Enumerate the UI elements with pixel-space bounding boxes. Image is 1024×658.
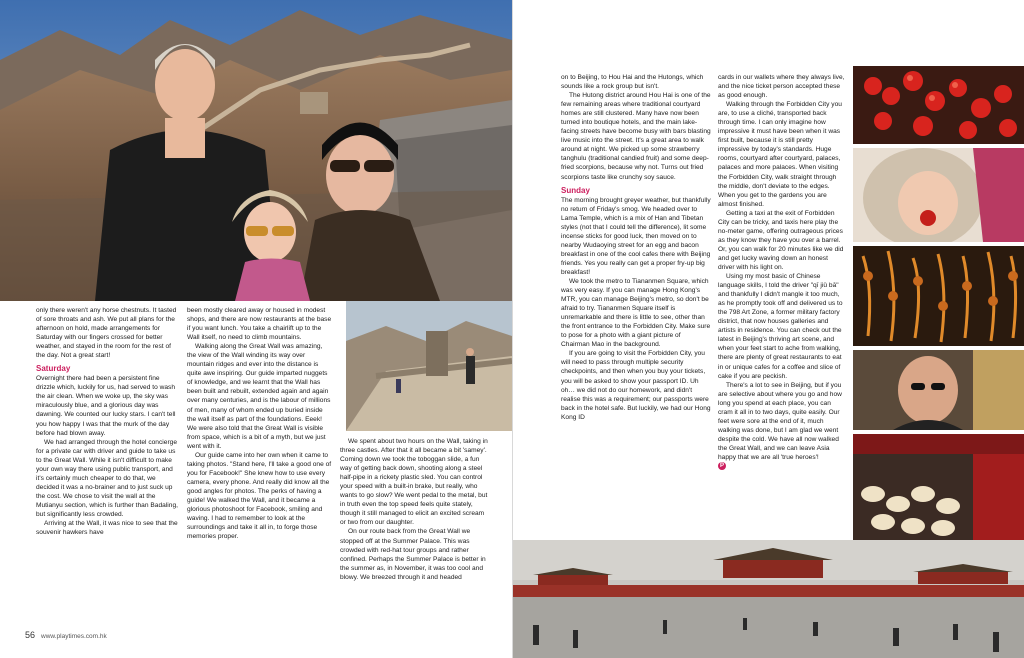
page-number: 56 xyxy=(25,630,36,640)
paragraph: only there weren't any horse chestnuts. It tasted of sore throats and ash. We put all plans for the afternoon on hold, made arrangements for Saturday with our fingers crossed for better weather, and stayed in the room for the rest of the day. Not a great start! xyxy=(36,307,177,360)
paragraph: If you are going to visit the Forbidden City, you will need to pass through multiple security checkpoints, and then when you buy your tickets, you will be asked to show your passport ID. Uh oh… we did not do our homework, and didn't realise this was a requirement; our passports were back in the hotel safe. But luckily, we had our Hong Kong ID xyxy=(561,350,711,421)
great-wall-walkway-photo xyxy=(346,301,512,431)
paragraph: On our route back from the Great Wall we stopped off at the Summer Palace. This was crowded with red-hat tour groups and rather confined. Perhaps the Summer Palace is better in the summer as, in November, it was too cool and blowy. We breezed through it and headed xyxy=(340,528,486,581)
website-url: www.playtimes.com.hk xyxy=(41,633,107,640)
great-wall-family-photo xyxy=(0,0,512,301)
sunday-heading: Sunday xyxy=(561,185,590,195)
forbidden-city-photo xyxy=(513,540,1024,658)
page-folio xyxy=(25,630,107,640)
paragraph: Walking through the Forbidden City you are, to use a cliché, transported back through time. I can only imagine how impressive it must have been when it was first built, because it is still pretty impressive by today's standards. Huge rooms, courtyard after courtyard, palaces, palaces and more palaces. When visiting the Forbidden City, walk straight through the middle, don't deviate to the edges. When you get to the gardens you are almost finished. xyxy=(718,101,842,208)
girl-eating-photo xyxy=(853,148,1024,242)
tanghulu-photo xyxy=(853,66,1024,144)
paragraph: Walking along the Great Wall was amazing, the view of the Wall winding its way over mountain ridges and ever into the distance is quite awe inspiring. Our guide imparted nuggets of knowledge, and we learnt that the Wall has been built and rebuilt, extended again and again over many centuries, and is the labour of millions of men, many of whom ended up buried inside the wall itself as part of the foundations. Eeek! We were also told that the Great Wall is visible from space, which is a bit of a myth, but we just went with it. xyxy=(187,343,331,450)
saturday-heading: Saturday xyxy=(36,364,71,374)
paragraph: The morning brought greyer weather, but thankfully no return of Friday's smog. We headed over to Lama Temple, which is a mix of Han and Tibetan styles (not that I could tell the difference), lit some incense sticks for good luck, then moved on to nearby Wudaoying street for an egg and bacon breakfast in one of the cool cafes there with Beijing friends. Yes you really can get a proper fry-up big breakfast! xyxy=(561,196,711,276)
left-column-3 xyxy=(340,437,490,582)
right-column-1 xyxy=(561,73,711,422)
paragraph: Our guide came into her own when it came to taking photos. "Stand here, I'll take a good one of you for Facebook!" She knew how to use every camera, every phone. And really did know all the good angles for photos. The perks of having a guide! We walked the Wall, and it became a glorious photoshoot for Facebook, smiling and waving. I had to remember to look at the surroundings and take it all in, to forge those memories proper. xyxy=(187,451,332,541)
fried-scorpions-photo xyxy=(853,246,1024,346)
paragraph: been mostly cleared away or housed in modest shops, and there are now restaurants at the base if you want lunch. You take a chairlift up to the Wall itself, no need to climb mountains. xyxy=(187,307,332,342)
paragraph: cards in our wallets where they always live, and the nice ticket person accepted these as good enough. xyxy=(718,74,845,100)
end-mark: P xyxy=(719,463,724,470)
right-column-2 xyxy=(718,73,846,471)
paragraph: Using my most basic of Chinese language skills, I told the driver "qī jiǔ bā" and thankfully I didn't mangle it too much, as he promptly took off and delivered us to the 798 Art Zone, a former military factory district, that now houses galleries and artists in residence. You can check out the latest in Beijing's thriving art scene, and when your feet start to ache from walking, there are plenty of great restaurants to eat in or unique cafes for a coffee and slice of cake if you are peckish. xyxy=(718,273,843,380)
right-page xyxy=(512,0,1024,658)
paragraph: Overnight there had been a persistent fine drizzle which, luckily for us, had served to wash the air clean. When we woke up, the sky was miraculously blue, and a glorious day was dawning. We counted our lucky stars. I can't tell you how happy I was that the murk of the day before had blown away. xyxy=(36,375,176,437)
food-stall-photo xyxy=(853,434,1024,542)
man-eating-photo xyxy=(853,350,1024,430)
left-column-2 xyxy=(187,306,333,541)
paragraph: The Hutong district around Hou Hai is one of the few remaining areas where traditional courtyard homes are still clustered. Many have now been turned into boutique hotels, and the main lake-facing streets have become busy with bars blasting live music into the street. It's a great area to walk around at night. We picked up some strawberry tanghulu (traditional candied fruit) and some deep-fried scorpions, because why not. Turns out fried scorpions taste like crunchy soy sauce. xyxy=(561,92,711,181)
paragraph: Getting a taxi at the exit of Forbidden City can be tricky, and taxis here play the no-meter game, offering outrageous prices as they know they have you over a barrel. Or, you can walk for 20 minutes like we did and get lucky waving down an honest driver with his light on. xyxy=(718,209,844,271)
left-column-1 xyxy=(36,306,178,537)
paragraph: We took the metro to Tiananmen Square, which was very easy. If you can manage Hong Kong's MTR, you can manage Beijing's metro, so don't be afraid to try. Tiananmen Square itself is unremarkable and there is little to see, other than the front entrance to the Forbidden City. Make sure to pose for a photo with a giant picture of Chairman Mao in the background. xyxy=(561,277,711,349)
paragraph: There's a lot to see in Beijing, but if you are selective about where you go and how long you spend at each place, you can cram it all in to two days, quite easily. Our feet were sore at the end of it, much walking was done, but I am glad we went despite the cold. We have all now walked the Great Wall, and we can leave Asia happy that we are all 'true heroes'! xyxy=(718,381,842,461)
paragraph: We had arranged through the hotel concierge for a private car with driver and guide to take us to the Great Wall. While it isn't difficult to make your own way there using public transport, and it's certainly much cheaper to do that, we decided it was a no-brainer and to just suck up the cost. We chose to visit the wall at the Mutianyu section, which is further than Badaling, but significantly less crowded. xyxy=(36,438,178,518)
paragraph: Arriving at the Wall, it was nice to see that the souvenir hawkers have xyxy=(36,520,178,537)
paragraph: We spent about two hours on the Wall, taking in three castles. After that it all became a bit 'samey'. Coming down we took the toboggan slide, a fun way of getting back down, shooting along a steel half-pipe in a rickety plastic sled. You can control your speed with a built-in brake, but really, who wants to go slow? We went pedal to the metal, but in truth even the top speed feels quite stately, though it still managed to elicit an excited scream or two from our daughter. xyxy=(340,438,488,527)
paragraph: on to Beijing, to Hou Hai and the Hutongs, which sounds like a rock group but isn't. xyxy=(561,74,704,91)
